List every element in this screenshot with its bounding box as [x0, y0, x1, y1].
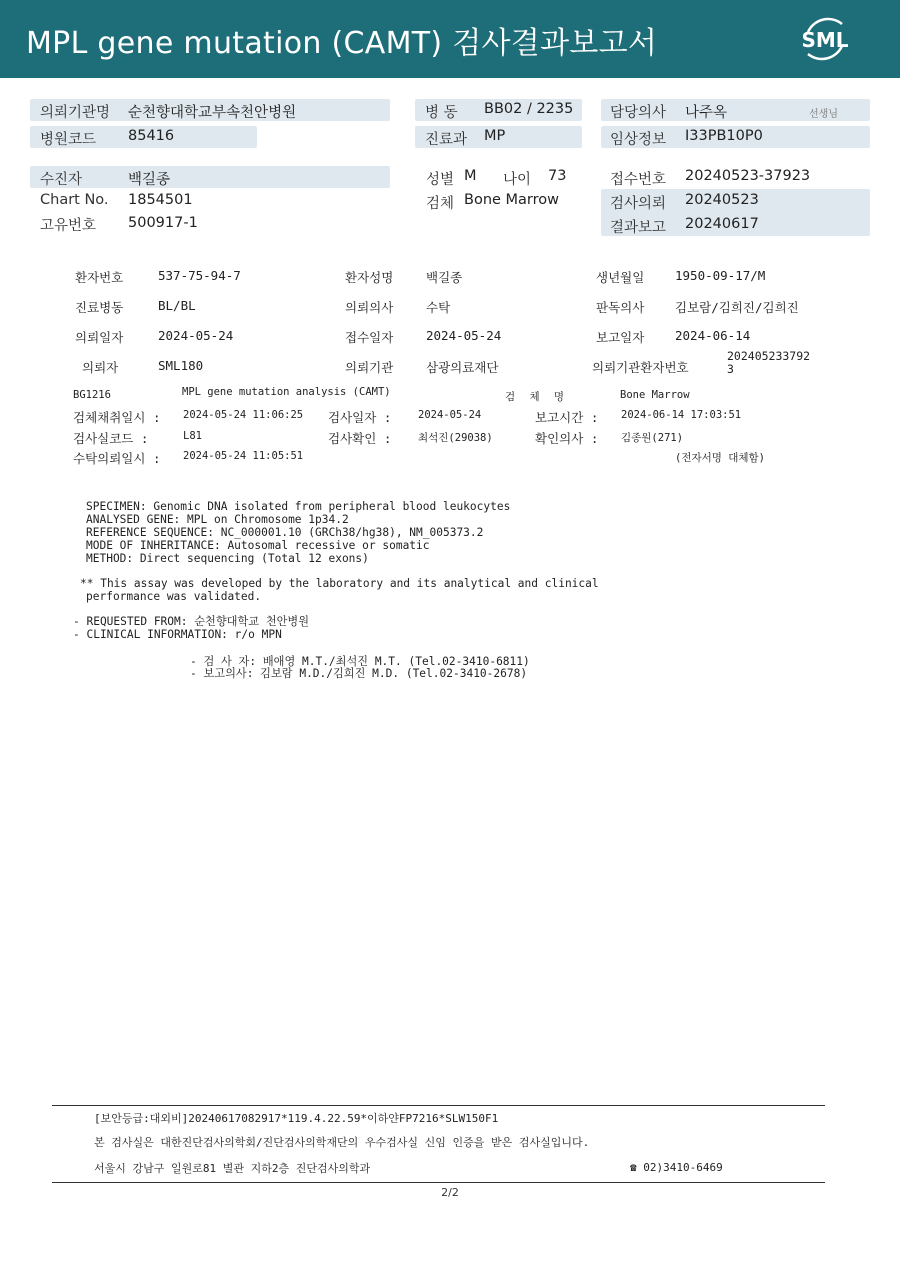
pb-value: 537-75-94-7: [158, 268, 241, 283]
patient-label: 수진자: [40, 172, 83, 188]
dept-value: MP: [484, 128, 506, 144]
test-specimen-label: 검 체 명: [505, 391, 569, 403]
report-requested: - REQUESTED FROM: 순천향대학교 천안병원: [73, 615, 310, 628]
report-value: 20240617: [685, 216, 759, 232]
chart-value: 1854501: [128, 192, 193, 208]
report-clinical: - CLINICAL INFORMATION: r/o MPN: [73, 628, 282, 641]
pb-label: 의뢰기관: [345, 360, 394, 375]
pb-label: 의뢰일자: [75, 330, 124, 345]
unique-value: 500917-1: [128, 215, 198, 231]
test-label: 검체채취일시 :: [73, 410, 161, 425]
pb-label: 접수일자: [345, 330, 394, 345]
test-label: 검사확인 :: [328, 431, 392, 446]
footer-certification: 본 검사실은 대한진단검사의학회/진단검사의학재단의 우수검사실 신임 인증을 받은 검사실입니다.: [94, 1136, 590, 1149]
footer-phone: ☎ 02)3410-6469: [630, 1161, 723, 1174]
report-header: [0, 0, 900, 78]
e-signature-note: (전자서명 대체함): [675, 452, 765, 464]
report-reference: REFERENCE SEQUENCE: NC_000001.10 (GRCh38/hg38), NM_005373.2: [86, 526, 484, 539]
pb-value: SML180: [158, 358, 204, 373]
sex-value: M: [464, 168, 477, 184]
pb-value: 1950-09-17/M: [675, 268, 766, 283]
test-label: 검사실코드 :: [73, 431, 149, 446]
pb-label: 판독의사: [596, 300, 645, 315]
hospital-label: 의뢰기관명: [40, 105, 111, 121]
test-value: 2024-05-24 11:05:51: [183, 450, 304, 462]
pb-value: 2024-05-24: [426, 328, 502, 343]
report-gene: ANALYSED GENE: MPL on Chromosome 1p34.2: [86, 513, 349, 526]
test-value: 2024-05-24: [418, 409, 482, 421]
report-note: performance was validated.: [86, 590, 262, 603]
pb-label: 보고일자: [596, 330, 645, 345]
doctor-value: 나주옥: [685, 105, 728, 121]
pb-value: 2024-05-24: [158, 328, 234, 343]
pb-value: BL/BL: [158, 298, 196, 313]
test-value: 2024-05-24 11:06:25: [183, 409, 304, 421]
test-value: 김종원(271): [621, 432, 684, 444]
receipt-label: 접수번호: [610, 172, 667, 188]
test-name: MPL gene mutation analysis (CAMT): [182, 386, 391, 398]
logo-text: SML: [801, 28, 849, 52]
patient-value: 백길종: [128, 172, 171, 188]
pb-value: 백길종: [426, 270, 463, 285]
report-method: METHOD: Direct sequencing (Total 12 exons): [86, 552, 369, 565]
footer-bottom-rule: [52, 1182, 825, 1183]
doctor-label: 담당의사: [610, 105, 667, 121]
pb-label: 환자성명: [345, 270, 394, 285]
request-value: 20240523: [685, 192, 759, 208]
doctor-suffix: 선생님: [809, 109, 838, 120]
specimen-value: Bone Marrow: [464, 192, 560, 208]
clinical-label: 임상정보: [610, 132, 667, 148]
test-value: 최석진(29038): [418, 432, 493, 444]
unique-label: 고유번호: [40, 218, 97, 234]
report-examiner: - 검 사 자: 배애영 M.T./최석진 M.T. (Tel.02-3410-6811): [190, 655, 530, 668]
test-label: 확인의사 :: [535, 431, 599, 446]
chart-label: Chart No.: [40, 192, 109, 208]
report-reporter: - 보고의사: 김보람 M.D./김희진 M.D. (Tel.02-3410-2678): [190, 667, 528, 680]
hospital-code-label: 병원코드: [40, 132, 97, 148]
footer-top-rule: [52, 1105, 825, 1106]
pb-value: 202405233792 3: [727, 349, 811, 376]
test-value: 2024-06-14 17:03:51: [621, 409, 742, 421]
report-title: MPL gene mutation (CAMT) 검사결과보고서: [26, 26, 658, 61]
report-inheritance: MODE OF INHERITANCE: Autosomal recessive or somatic: [86, 539, 430, 552]
pb-label: 의뢰의사: [345, 300, 394, 315]
footer-security: [보안등급:대외비]20240617082917*119.4.22.59*이하얀FP7216*SLW150F1: [94, 1112, 499, 1125]
test-value: L81: [183, 430, 202, 442]
report-specimen: SPECIMEN: Genomic DNA isolated from peripheral blood leukocytes: [86, 500, 511, 513]
pb-label: 진료병동: [75, 300, 124, 315]
page-number: 2/2: [441, 1186, 459, 1199]
pb-label: 의뢰자: [82, 360, 119, 375]
pb-label: 의뢰기관환자번호: [592, 360, 689, 375]
ward-label: 병 동: [425, 105, 458, 121]
test-label: 수탁의뢰일시 :: [73, 451, 161, 466]
pb-value: 수탁: [426, 300, 451, 315]
test-label: 보고시간 :: [535, 410, 599, 425]
pb-value: 2024-06-14: [675, 328, 751, 343]
hospital-value: 순천향대학교부속천안병원: [128, 105, 297, 121]
report-label: 결과보고: [610, 220, 667, 236]
sml-logo: [798, 12, 852, 66]
report-note: ** This assay was developed by the laboratory and its analytical and clinical: [80, 577, 599, 590]
pb-label: 생년월일: [596, 270, 645, 285]
pb-value: 삼광의료재단: [426, 360, 499, 375]
clinical-value: I33PB10P0: [685, 128, 763, 144]
receipt-value: 20240523-37923: [685, 168, 811, 184]
pb-label: 환자번호: [75, 270, 124, 285]
age-label: 나이: [503, 172, 532, 188]
hospital-code-value: 85416: [128, 128, 175, 144]
footer-address: 서울시 강남구 일원로81 별관 지하2층 진단검사의학과: [94, 1162, 371, 1175]
dept-label: 진료과: [425, 132, 468, 148]
request-label: 검사의뢰: [610, 196, 667, 212]
specimen-label: 검체: [426, 196, 455, 212]
age-value: 73: [548, 168, 567, 184]
patient-box: [30, 166, 390, 188]
ward-value: BB02 / 2235: [484, 101, 574, 117]
test-label: 검사일자 :: [328, 410, 392, 425]
test-specimen-value: Bone Marrow: [620, 389, 690, 401]
pb-value: 김보람/김희진/김희진: [675, 300, 799, 315]
test-code: BG1216: [73, 389, 111, 401]
sex-label: 성별: [426, 172, 455, 188]
